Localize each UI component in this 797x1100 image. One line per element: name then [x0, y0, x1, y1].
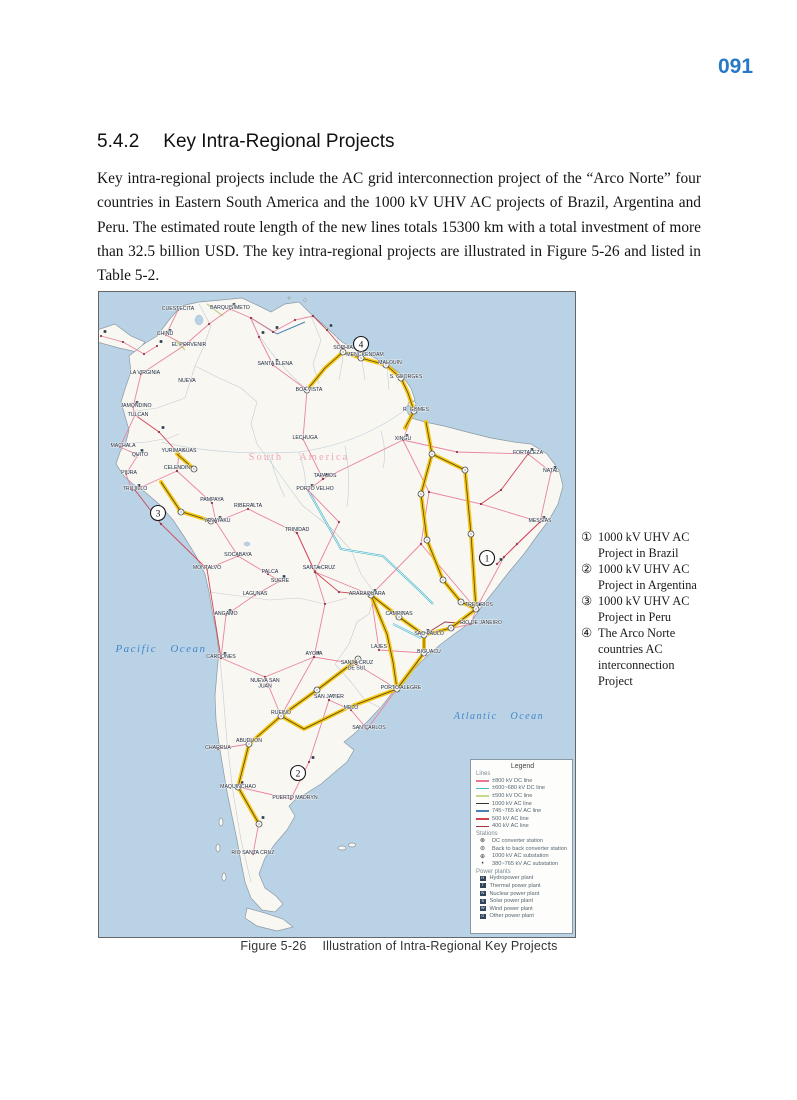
- power-plant-icon: [330, 324, 333, 327]
- city-label: TRUJILLO: [122, 486, 148, 492]
- legend-item: [476, 890, 569, 898]
- legend-line-swatch: [476, 826, 489, 828]
- legend-item-label: Other power plant: [489, 913, 534, 920]
- city-label: XINGU: [394, 436, 412, 442]
- map-legend: [470, 759, 573, 934]
- substation-node: [308, 761, 310, 763]
- city-label: BARQUISIMETO: [210, 305, 250, 311]
- legend-item-label: Thermal power plant: [489, 882, 541, 889]
- legend-item-label: 1000 kV AC line: [492, 800, 532, 807]
- annotation-item: [581, 529, 713, 561]
- city-label: CELENDIN: [163, 465, 191, 471]
- figure-label: Figure 5-26: [240, 939, 307, 953]
- legend-item-label: Wind power plant: [489, 905, 533, 912]
- substation-node: [143, 353, 145, 355]
- city-label: CUESTECITA: [161, 306, 195, 312]
- annotation-item: [581, 625, 713, 689]
- city-label: AYOLA: [305, 651, 323, 657]
- city-label: TRINIDAD: [284, 527, 310, 533]
- city-label: SUCRE: [270, 578, 290, 584]
- legend-item-label: Solar power plant: [489, 898, 534, 905]
- legend-item: [476, 807, 569, 815]
- substation-node: [338, 591, 340, 593]
- power-plant-icon: [312, 756, 315, 759]
- power-plant-icon: [500, 558, 503, 561]
- annotation-number: ①: [581, 530, 593, 544]
- city-label: BIGUACU: [417, 649, 441, 655]
- city-label: RIO SANTA CRUZ: [231, 850, 275, 856]
- legend-item: [476, 845, 569, 853]
- annotation-text: 1000 kV UHV AC Project in Peru: [598, 594, 690, 624]
- city-label: SAO PAULO: [414, 631, 444, 637]
- legend-item-label: Nuclear power plant: [489, 890, 540, 897]
- power-plant-icon: [160, 340, 163, 343]
- legend-item: [476, 897, 569, 905]
- legend-plant-icon: H: [481, 875, 485, 880]
- city-label: SANTA CRUZ DE SUL: [340, 660, 374, 672]
- legend-item-label: 1000 kV AC substation: [492, 853, 549, 860]
- legend-section-heading: Power plants: [476, 868, 511, 875]
- city-label: ANGAMO: [214, 611, 238, 617]
- annotation-number: ③: [581, 594, 593, 608]
- city-label: MACHALA: [110, 443, 136, 449]
- city-label: SOCABAYA: [224, 552, 252, 558]
- legend-item: [476, 800, 569, 808]
- substation-node: [338, 521, 340, 523]
- annotation-text: 1000 kV UHV AC Project in Argentina: [598, 562, 697, 592]
- legend-item: [476, 852, 569, 860]
- section-number: 5.4.2: [97, 131, 140, 152]
- substation-node: [272, 331, 274, 333]
- city-label: RIO DE JANEIRO: [460, 620, 502, 626]
- legend-section-heading: Lines: [476, 771, 491, 777]
- power-plant-icon: [262, 331, 265, 334]
- lake-maracaibo: [195, 315, 203, 325]
- legend-item: [476, 860, 569, 868]
- city-label: BOA VISTA: [295, 387, 323, 393]
- city-label: SANTA CRUZ: [302, 565, 336, 571]
- lake-titicaca: [244, 542, 250, 546]
- substation-node: [100, 335, 102, 337]
- legend-line-swatch: [476, 788, 489, 790]
- legend-item: [476, 785, 569, 793]
- city-label: MALOUIN: [378, 360, 402, 366]
- city-label: PORTO VELHO: [296, 486, 334, 492]
- falkland-island: [338, 846, 346, 850]
- legend-line-swatch: [476, 780, 489, 782]
- city-label: RUFINO: [271, 710, 291, 716]
- substation-node: [326, 329, 328, 331]
- substation-node: [312, 315, 314, 317]
- legend-item-label: Hydropower plant: [489, 875, 534, 882]
- city-label: QUITO: [131, 452, 149, 458]
- substation-node: [496, 563, 498, 565]
- legend-item: [476, 905, 569, 913]
- city-label: PAMPAYA: [200, 497, 224, 503]
- substation-node: [208, 323, 210, 325]
- city-label: MAQUINCHAO: [220, 784, 256, 790]
- city-label: MELO: [343, 705, 359, 711]
- substation-node: [480, 503, 482, 505]
- city-label: SANTA ELENA: [257, 361, 293, 367]
- city-label: RIBERALTA: [233, 503, 263, 509]
- city-label: PALCA: [261, 569, 279, 575]
- substation-node: [156, 345, 158, 347]
- legend-plant-icon: S: [481, 898, 485, 903]
- figure-title: Illustration of Intra-Regional Key Projects: [322, 939, 558, 953]
- legend-item-label: 400 kV AC line: [492, 823, 529, 830]
- city-label: SOPHIA: [333, 345, 353, 351]
- legend-plant-icon: T: [481, 883, 484, 888]
- legend-item-label: Back to back converter station: [492, 845, 567, 852]
- legend-station-icon: ⊗: [479, 838, 486, 845]
- city-label: NUEVA SAN JUAN: [250, 678, 280, 690]
- city-label: LAGUNAS: [242, 591, 268, 597]
- legend-plant-icon: N: [481, 891, 485, 896]
- section-heading: [97, 131, 395, 153]
- city-label: MESSIAS: [528, 518, 552, 524]
- legend-item: [476, 875, 569, 883]
- city-label: PIURA: [121, 470, 137, 476]
- city-label: PUERTO MADRYN: [272, 795, 318, 801]
- city-label: SAN JAVIER: [314, 694, 344, 700]
- city-label: LAJES: [371, 644, 387, 650]
- project-marker-number: 2: [295, 769, 301, 780]
- legend-item-label: DC converter station: [492, 837, 543, 844]
- ocean-label: South America: [248, 452, 350, 463]
- caribbean-island: [288, 297, 290, 299]
- annotation-item: [581, 593, 713, 625]
- city-label: YANAYAKU: [203, 518, 231, 524]
- legend-item: [476, 777, 569, 785]
- legend-line-swatch: [476, 810, 489, 812]
- legend-item: [476, 837, 569, 845]
- substation-node: [294, 319, 296, 321]
- power-plant-icon: [276, 326, 279, 329]
- city-label: R. GOMES: [403, 407, 429, 413]
- annotation-number: ②: [581, 562, 593, 576]
- legend-item-label: ±500 kV DC line: [492, 792, 533, 799]
- legend-item-label: 745~765 kV AC line: [492, 808, 542, 815]
- ocean-label: Atlantic Ocean: [453, 711, 545, 722]
- annotation-item: [581, 561, 713, 593]
- legend-item-label: 380~765 kV AC substation: [492, 860, 559, 867]
- legend-plant-icon: O: [481, 913, 485, 918]
- legend-line-swatch: [476, 818, 489, 820]
- coastal-island: [222, 873, 226, 881]
- figure-caption: [97, 939, 701, 953]
- city-label: PORTO ALEGRE: [380, 685, 422, 691]
- legend-item: [476, 823, 569, 831]
- legend-section-heading: Stations: [476, 831, 498, 838]
- annotation-text: 1000 kV UHV AC Project in Brazil: [598, 530, 690, 560]
- legend-station-icon: ⊕: [479, 853, 486, 860]
- legend-item: [476, 882, 569, 890]
- city-label: CHINU: [156, 331, 174, 337]
- city-label: JAMONDINO: [120, 403, 152, 409]
- substation-node: [456, 451, 458, 453]
- legend-station-icon: ⊜: [479, 846, 486, 853]
- project-annotations: [581, 529, 713, 689]
- city-label: NATAL: [543, 468, 559, 474]
- project-marker-number: 3: [155, 509, 161, 520]
- city-label: EL PORVENIR: [171, 342, 207, 348]
- city-label: FORTALEZA: [512, 450, 544, 456]
- power-plant-icon: [104, 330, 107, 333]
- annotation-text: The Arco Norte countries AC interconnection Project: [598, 626, 676, 688]
- legend-item-label: ±600~680 kV DC line: [492, 785, 545, 792]
- substation-node: [324, 603, 326, 605]
- city-label: YURIMAGUAS: [161, 448, 197, 454]
- legend-line-swatch: [476, 795, 489, 797]
- city-label: TAPAJOS: [313, 473, 337, 479]
- legend-plant-icon: W: [480, 906, 485, 911]
- city-label: SAN CARLOS: [352, 725, 386, 731]
- city-label: NUEVA: [178, 378, 196, 384]
- city-label: CHARRUA: [205, 745, 231, 751]
- substation-node: [428, 491, 430, 493]
- project-marker-number: 1: [484, 554, 490, 565]
- substation-node: [516, 543, 518, 545]
- substation-node: [250, 317, 252, 319]
- city-label: MENCKENDAM: [346, 352, 384, 358]
- project-marker-number: 4: [358, 340, 364, 351]
- city-label: CAMPINAS: [385, 611, 413, 617]
- legend-item-label: ±800 kV DC line: [492, 777, 533, 784]
- city-label: TULCAN: [127, 412, 149, 418]
- substation-node: [160, 523, 162, 525]
- city-label: TRES RIOS: [465, 602, 493, 608]
- coastal-island: [219, 818, 223, 826]
- substation-node: [314, 571, 316, 573]
- city-label: LECHUGA: [292, 435, 318, 441]
- falkland-island: [349, 843, 356, 847]
- power-plant-icon: [162, 426, 165, 429]
- caribbean-island: [304, 299, 306, 301]
- substation-node: [122, 341, 124, 343]
- city-label: CARDONES: [206, 654, 236, 660]
- section-title: Key Intra-Regional Projects: [163, 131, 395, 152]
- city-label: ABUDUON: [236, 738, 262, 744]
- page-number: 091: [718, 55, 754, 78]
- legend-item: [476, 792, 569, 800]
- legend-item-label: 500 kV AC line: [492, 815, 529, 822]
- legend-item: [476, 913, 569, 921]
- substation-node: [503, 556, 505, 558]
- substation-node: [500, 489, 502, 491]
- annotation-number: ④: [581, 626, 593, 640]
- coastal-island: [216, 844, 220, 852]
- substation-node: [158, 431, 160, 433]
- legend-station-icon: •: [481, 860, 484, 867]
- legend-item: [476, 815, 569, 823]
- city-label: S. GEORGES: [389, 374, 423, 380]
- substation-node: [258, 336, 260, 338]
- substation-node: [420, 543, 422, 545]
- legend-title: Legend: [510, 763, 535, 770]
- legend-body: [476, 771, 569, 920]
- body-paragraph: Key intra-regional projects include the AC grid interconnection project of the “Arco Norte” four countries in Eastern South America and the 1000 kV UHV AC projects of Brazil, Argentina and Peru. The estimated route length of the new lines totals 15300 km with a total investment of more than 32.5 billion USD. The key intra-regional projects are illustrated in Figure 5-26 and listed in Table 5-2.: [97, 170, 701, 285]
- city-label: ARARAQUARA: [348, 591, 386, 597]
- legend-line-swatch: [476, 803, 489, 805]
- ocean-label: Pacific Ocean: [115, 643, 207, 655]
- map-figure: [98, 291, 576, 938]
- power-plant-icon: [262, 816, 265, 819]
- city-label: LA VIRGINIA: [129, 370, 161, 376]
- city-label: MONTALVO: [192, 565, 222, 571]
